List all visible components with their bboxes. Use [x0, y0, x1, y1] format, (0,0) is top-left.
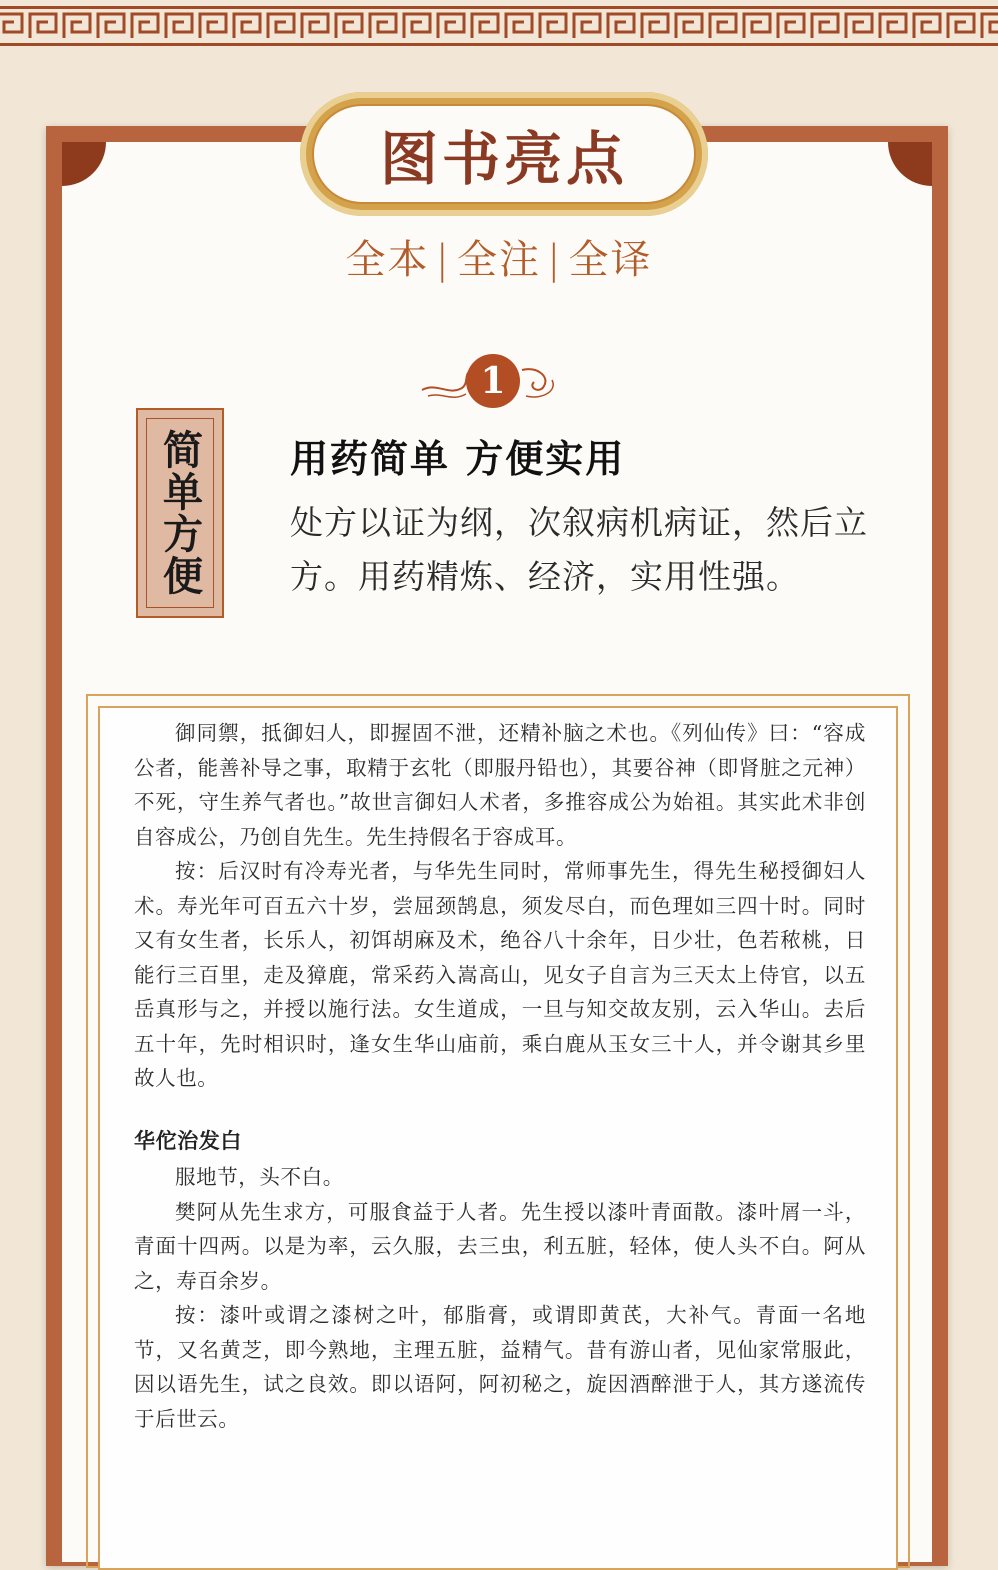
- subtitle-item: 全本: [345, 237, 430, 283]
- excerpt-paragraph: 御同禦，抵御妇人，即握固不泄，还精补脑之术也。《列仙传》曰：“容成公者，能善补导之事，取精于玄牝（即服丹铅也），其要谷神（即肾脏之元神）不死，守生养气者也。”故世言御妇人术者，多推容成公为始祖。其实此术非创自容成公，乃创自先生。先生持假名于容成耳。: [134, 721, 866, 849]
- feature-tag: [136, 408, 224, 618]
- subtitle-separator: |: [435, 237, 451, 283]
- book-excerpt: [134, 716, 866, 1436]
- excerpt-section-title: 华佗治发白: [134, 1128, 242, 1153]
- greek-key-border: [0, 0, 998, 52]
- feature-description: 处方以证为纲，次叙病机病证，然后立方。用药精炼、经济，实用性强。: [290, 503, 868, 596]
- subtitle-item: 全注: [457, 237, 541, 283]
- excerpt-paragraph: 按：后汉时有冷寿光者，与华先生同时，常师事先生，得先生秘授御妇人术。寿光年可百五六十岁，尝屈颈鹄息，须发尽白，而色理如三四十时。同时又有女生者，长乐人，初饵胡麻及术，绝谷八十余年，日少壮，色若秾桃，日能行三百里，走及獐鹿，常采药入嵩高山，见女子自言为三天太上侍官，以五岳真形与之，并授以施行法。女生道成，一旦与知交故友别，云入华山。去后五十年，先时相识时，逢女生华山庙前，乘白鹿从玉女三十人，并令谢其乡里故人也。: [134, 859, 866, 1090]
- excerpt-paragraph: 服地节，头不白。: [175, 1165, 344, 1189]
- excerpt-paragraph: 按：漆叶或谓之漆树之叶，郁脂膏，或谓即黄芪，大补气。青面一名地节，又名黄芝，即今熟地，主理五脏，益精气。昔有游山者，见仙家常服此，因以语先生，试之良效。即以语阿，阿初秘之，旋因酒醉泄于人，其方遂流传于后世云。: [134, 1303, 866, 1431]
- title-badge: [312, 104, 696, 204]
- excerpt-paragraph: 樊阿从先生求方，可服食益于人者。先生授以漆叶青面散。漆叶屑一斗，青面十四两。以是为率，云久服，去三虫，利五脏，轻体，使人头不白。阿从之，寿百余岁。: [134, 1199, 866, 1293]
- subtitle: [0, 228, 998, 285]
- feature-number-badge: 1: [466, 354, 520, 408]
- feature-headline: 用药简单 方便实用: [290, 436, 626, 481]
- subtitle-item: 全译: [568, 237, 653, 283]
- feature-tag-text: 简单方便: [156, 429, 204, 597]
- page-title: 图书亮点: [379, 125, 628, 193]
- subtitle-separator: |: [547, 237, 563, 283]
